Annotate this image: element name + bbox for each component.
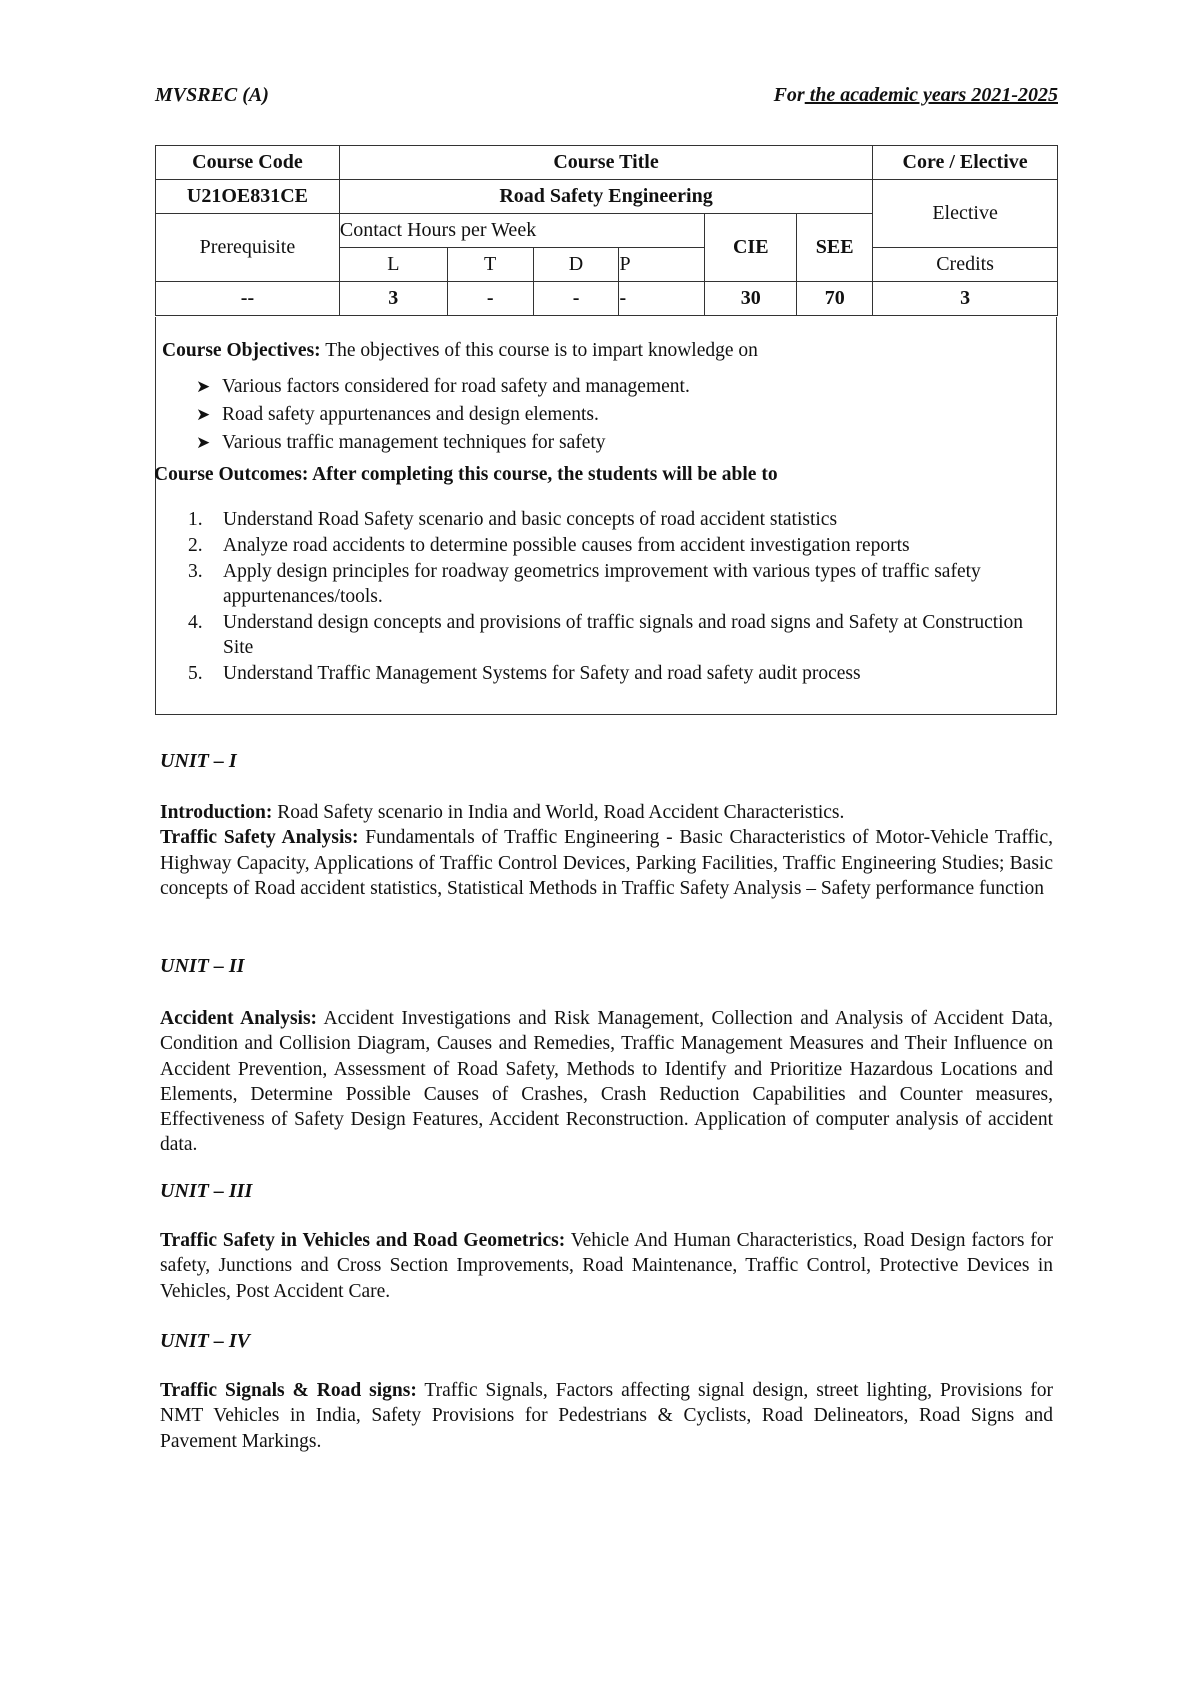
objectives-outcomes-box <box>155 317 1057 715</box>
outcome-number: 2. <box>188 535 203 556</box>
objective-text: Various traffic management techniques for safety <box>222 432 606 453</box>
objectives-list <box>156 373 1046 457</box>
list-item <box>156 429 1046 457</box>
unit-3-body <box>160 1228 1053 1304</box>
course-code-header: Course Code <box>156 146 340 180</box>
table-header-row <box>156 146 1058 180</box>
unit-3-title <box>160 1180 1053 1203</box>
topic-label: Introduction: <box>160 802 273 823</box>
unit-heading: UNIT – I <box>160 750 237 772</box>
d-label: D <box>533 248 619 282</box>
unit-paragraph <box>160 1378 1053 1454</box>
cie-label: CIE <box>705 214 797 282</box>
arrow-bullet-icon: ➤ <box>196 405 211 424</box>
unit-heading: UNIT – II <box>160 955 245 977</box>
outcome-number: 1. <box>188 509 203 530</box>
l-value: 3 <box>339 282 447 316</box>
page-header <box>155 84 1058 112</box>
outcome-number: 4. <box>188 612 203 633</box>
list-item <box>156 533 1046 558</box>
outcome-text: Understand Traffic Management Systems for Safety and road safety audit process <box>223 663 861 684</box>
list-item <box>156 610 1046 660</box>
d-value: - <box>533 282 619 316</box>
prerequisite-label: Prerequisite <box>156 214 340 282</box>
see-label: SEE <box>797 214 873 282</box>
outcomes-list <box>156 507 1046 687</box>
topic-label: Traffic Safety Analysis: <box>160 827 359 849</box>
objectives-label: Course Objectives: <box>162 340 321 361</box>
unit-2-body <box>160 1006 1053 1158</box>
objectives-intro <box>162 337 758 365</box>
topic-text: Road Safety scenario in India and World, Road Accident Characteristics. <box>272 802 845 823</box>
unit-paragraph <box>160 1228 1053 1304</box>
outcome-number: 5. <box>188 663 203 684</box>
t-value: - <box>447 282 533 316</box>
unit-4-body <box>160 1378 1053 1454</box>
outcome-text: Understand design concepts and provisions of traffic signals and road signs and Safety at Construction Site <box>223 612 1024 658</box>
credits-value: 3 <box>873 282 1058 316</box>
arrow-bullet-icon: ➤ <box>196 377 211 396</box>
outcomes-heading: Course Outcomes: After completing this course, the students will be able to <box>154 464 778 485</box>
outcome-text: Analyze road accidents to determine possible causes from accident investigation reports <box>223 535 910 556</box>
values-row <box>156 282 1058 316</box>
cie-value: 30 <box>705 282 797 316</box>
topic-text: Traffic Signals, Factors affecting signal design, street lighting, Provisions for NMT Vehicles in India, Safety Provisions for Pedestrians & Cyclists, Road Delineators, Road Signs and Pavement Markings. <box>160 1380 1053 1452</box>
list-item <box>156 401 1046 429</box>
outcome-number: 3. <box>188 561 203 582</box>
topic-text: Accident Investigations and Risk Management, Collection and Analysis of Accident Data, Condition and Collision Diagram, Causes and Remedies, Traffic Management Measures and Their Influence on Accident Prevention, Assessment of Road Safety, Methods to Identify and Prioritize Hazardous Locations and Elements, Determine Possible Causes of Crashes, Crash Reduction Capabilities and Counter measures, Effectiveness of Safety Design Features, Accident Reconstruction. Application of computer analysis of accident data. <box>160 1008 1053 1156</box>
course-type: Elective <box>873 180 1058 248</box>
list-item <box>156 373 1046 401</box>
core-elective-header: Core / Elective <box>873 146 1058 180</box>
academic-years <box>774 84 1058 107</box>
unit-heading: UNIT – III <box>160 1180 253 1202</box>
topic-label: Accident Analysis: <box>160 1008 318 1029</box>
objective-text: Road safety appurtenances and design elements. <box>222 404 599 425</box>
unit-paragraph <box>160 800 1053 825</box>
topic-label: Traffic Safety in Vehicles and Road Geometrics: <box>160 1230 566 1251</box>
p-label: P <box>619 248 705 282</box>
course-info-table <box>155 145 1058 316</box>
credits-label: Credits <box>873 248 1058 282</box>
topic-label: Traffic Signals & Road signs: <box>160 1380 417 1401</box>
outcome-text: Apply design principles for roadway geometrics improvement with various types of traffic safety appurtenances/tools. <box>223 561 981 607</box>
arrow-bullet-icon: ➤ <box>196 433 211 452</box>
l-label: L <box>339 248 447 282</box>
unit-1-title <box>160 750 1053 773</box>
t-label: T <box>447 248 533 282</box>
p-value: - <box>619 282 705 316</box>
unit-4-title <box>160 1330 1053 1353</box>
contact-hours-label: Contact Hours per Week <box>339 214 704 248</box>
course-code: U21OE831CE <box>156 180 340 214</box>
outcome-text: Understand Road Safety scenario and basic concepts of road accident statistics <box>223 509 838 530</box>
unit-paragraph <box>160 1006 1053 1158</box>
unit-paragraph <box>160 825 1053 901</box>
prerequisite-value: -- <box>156 282 340 316</box>
course-title-header: Course Title <box>339 146 872 180</box>
unit-2-title <box>160 955 1053 978</box>
objectives-intro-text: The objectives of this course is to impart knowledge on <box>320 340 758 361</box>
course-title: Road Safety Engineering <box>339 180 872 214</box>
objective-text: Various factors considered for road safety and management. <box>222 376 690 397</box>
unit-heading: UNIT – IV <box>160 1330 251 1352</box>
unit-1-body <box>160 800 1053 901</box>
see-value: 70 <box>797 282 873 316</box>
academic-years-range: the academic years 2021-2025 <box>804 84 1058 106</box>
institute-name: MVSREC (A) <box>155 84 269 106</box>
list-item <box>156 661 1046 686</box>
academic-years-prefix: For <box>773 84 805 106</box>
list-item <box>156 559 1046 609</box>
course-row <box>156 180 1058 214</box>
list-item <box>156 507 1046 532</box>
topic-text: Vehicle And Human Characteristics, Road Design factors for safety, Junctions and Cross Section Improvements, Road Maintenance, Traffic Control, Protective Devices in Vehicles, Post Accident Care. <box>160 1230 1054 1302</box>
topic-text: Fundamentals of Traffic Engineering - Basic Characteristics of Motor-Vehicle Traffic, Highway Capacity, Applications of Traffic Control Devices, Parking Facilities, Traffic Engineering Studies; Basic concepts of Road accident statistics, Statistical Methods in Traffic Safety Analysis – Safety performance function <box>160 827 1053 899</box>
